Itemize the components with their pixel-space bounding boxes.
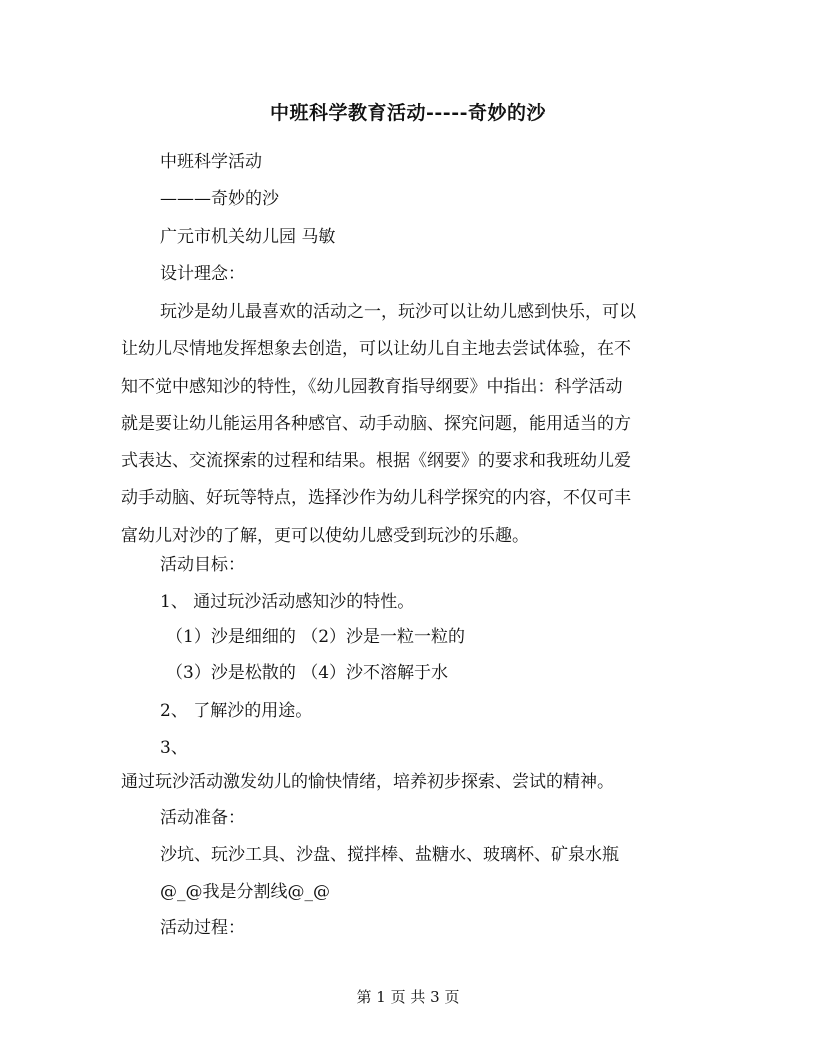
goal-1: 1、 通过玩沙活动感知沙的特性。 — [160, 592, 415, 612]
subtitle-line: ———奇妙的沙 — [160, 189, 279, 209]
prep-items: 沙坑、玩沙工具、沙盘、搅拌棒、盐糖水、玻璃杯、矿泉水瓶 — [160, 845, 619, 865]
goal-3-label: 3、 — [160, 738, 188, 758]
paragraph-line: 就是要让幼儿能运用各种感官、动手动脑、探究问题，能用适当的方 — [121, 413, 631, 434]
paragraph-line: 动手动脑、好玩等特点，选择沙作为幼儿科学探究的内容，不仅可丰 — [121, 488, 631, 509]
paragraph-line: 玩沙是幼儿最喜欢的活动之一，玩沙可以让幼儿感到快乐，可以 — [160, 302, 636, 322]
paragraph-line: 让幼儿尽情地发挥想象去创造，可以让幼儿自主地去尝试体验，在不 — [121, 339, 631, 360]
goals-heading: 活动目标： — [160, 555, 245, 575]
goal-1-items-b: （3）沙是松散的 （4）沙不溶解于水 — [166, 663, 449, 683]
author-line: 广元市机关幼儿园 马敏 — [160, 227, 336, 247]
divider-text: @_@我是分割线@_@ — [160, 882, 330, 902]
goal-1-items-a: （1）沙是细细的 （2）沙是一粒一粒的 — [166, 627, 466, 647]
paragraph-line: 知不觉中感知沙的特性，《幼儿园教育指导纲要》中指出：科学活动 — [121, 376, 623, 397]
paragraph-line: 式表达、交流探索的过程和结果。根据《纲要》的要求和我班幼儿爱 — [121, 451, 631, 472]
prep-heading: 活动准备： — [160, 808, 245, 828]
process-heading: 活动过程： — [160, 918, 245, 938]
document-title: 中班科学教育活动-----奇妙的沙 — [270, 102, 546, 124]
page-footer: 第 1 页 共 3 页 — [356, 988, 460, 1006]
design-heading: 设计理念： — [160, 264, 245, 284]
paragraph-line: 富幼儿对沙的了解，更可以使幼儿感受到玩沙的乐趣。 — [121, 525, 529, 546]
heading-line: 中班科学活动 — [160, 152, 262, 172]
design-paragraph — [121, 294, 686, 555]
goal-2: 2、 了解沙的用途。 — [160, 701, 313, 721]
goal-3-text: 通过玩沙活动激发幼儿的愉快情绪，培养初步探索、尝试的精神。 — [121, 772, 614, 792]
